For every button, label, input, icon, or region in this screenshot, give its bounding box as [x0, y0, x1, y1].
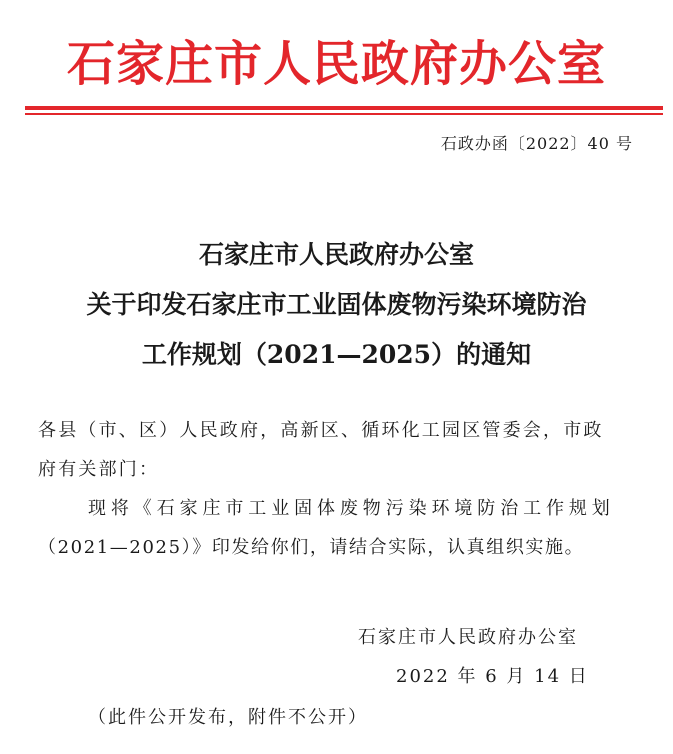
document-number: 石政办函〔2022〕40 号 [440, 134, 633, 153]
publication-note: （此件公开发布，附件不公开） [88, 707, 368, 728]
content-line-1: 现将《石家庄市工业固体废物污染环境防治工作规划 [88, 498, 615, 519]
title-line-1: 石家庄市人民政府办公室 [198, 240, 474, 269]
addressee-line-1: 各县（市、区）人民政府，高新区、循环化工园区管委会，市政 [38, 420, 604, 441]
signature-date: 2022 年 6 月 14 日 [396, 666, 589, 687]
masthead-rule-thick [25, 106, 663, 110]
title-line-2: 关于印发石家庄市工业固体废物污染环境防治 [86, 290, 587, 319]
signature-issuer: 石家庄市人民政府办公室 [358, 627, 578, 648]
masthead-rule-thin [25, 113, 663, 115]
content-line-2: （2021—2025）》印发给你们，请结合实际，认真组织实施。 [38, 537, 585, 558]
title-line-3: 工作规划（2021—2025）的通知 [141, 340, 532, 369]
issuer-masthead: 石家庄市人民政府办公室 [66, 36, 606, 92]
addressee-line-2: 府有关部门： [38, 459, 160, 480]
